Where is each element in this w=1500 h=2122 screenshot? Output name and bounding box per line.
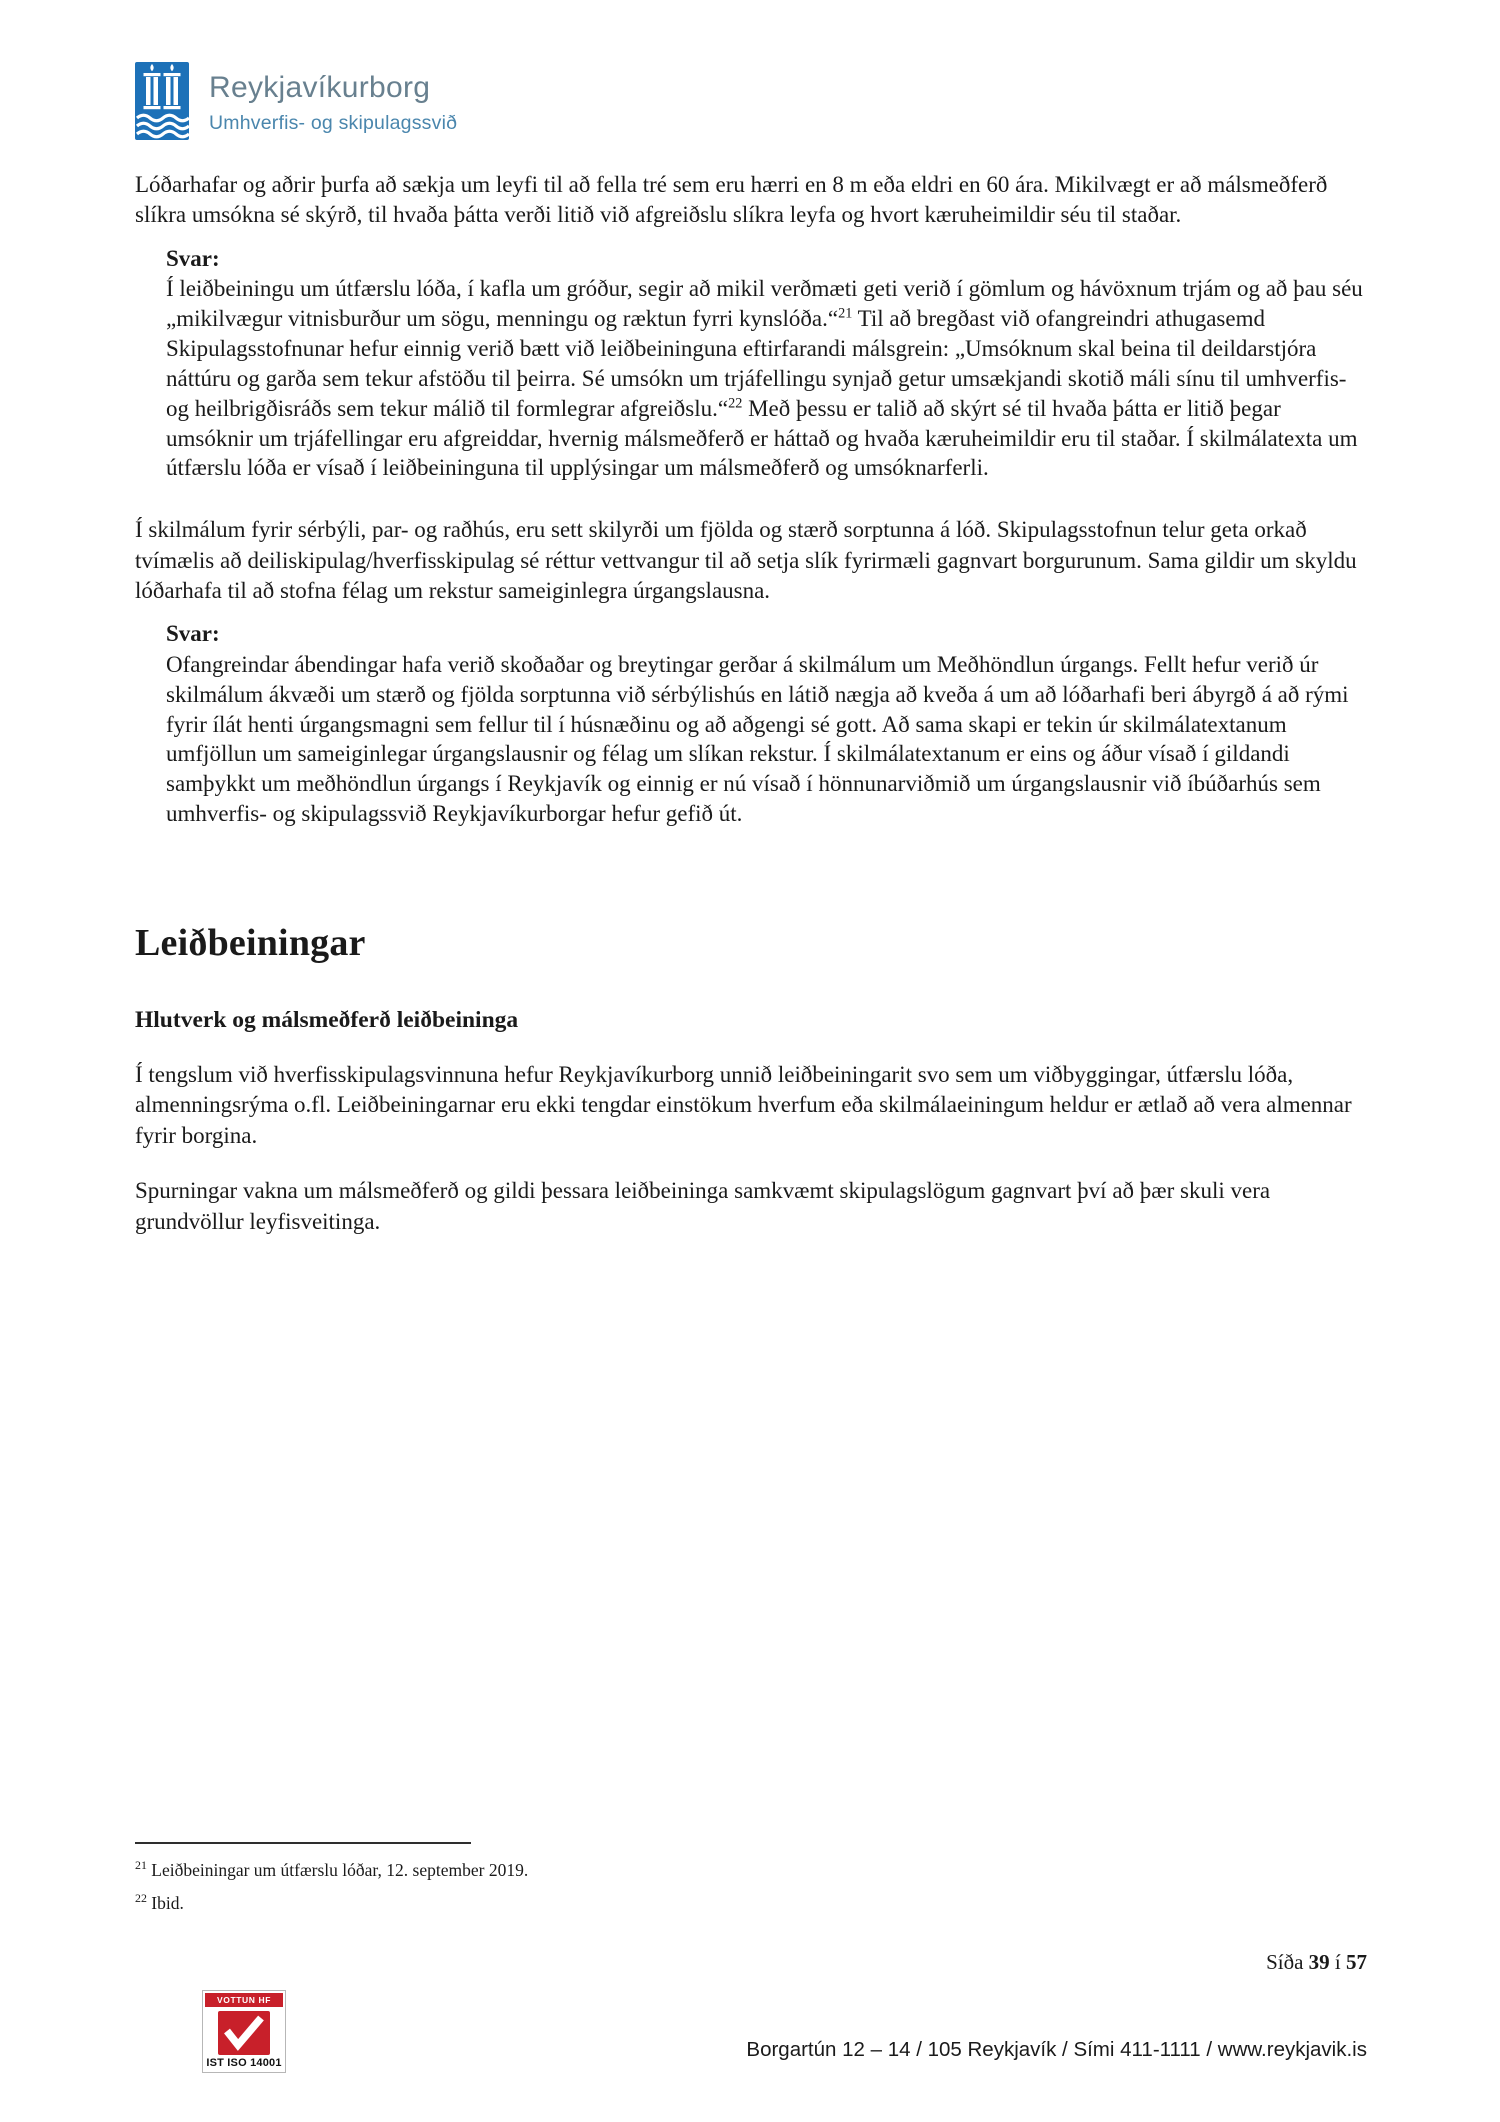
answer-label: Svar: [166,621,220,647]
answer-text [166,274,1367,483]
iso-certification-logo [202,1990,286,2073]
footnote-item [135,1893,1367,1915]
reykjavik-coat-of-arms-logo [135,62,189,140]
footnote-number: 22 [135,1891,147,1906]
page-number-current: 39 [1308,1950,1330,1974]
answer-block-1 [166,244,1367,484]
footnote-item [135,1860,1367,1882]
body-paragraph-guidelines: Í tengslum við hverfisskipulagsvinnuna hefur Reykjavíkurborg unnið leiðbeiningarit svo sem um viðbyggingar, útfærslu lóða, almenningsrýma o.fl. Leiðbeiningarnar eru ekki tengdar einstökum hverfum eða skilmálaeiningum heldur er ætlað að vera almennar fyrir borgina. [135,1062,1352,1148]
page-number-total: 57 [1346,1950,1367,1974]
cert-iso-label: IST ISO 14001 [206,2057,282,2069]
subsection-heading: Hlutverk og málsmeðferð leiðbeininga [135,1007,519,1034]
answer-text: Ofangreindar ábendingar hafa verið skoðaðar og breytingar gerðar á skilmálum um Meðhöndlun úrgangs. Fellt hefur verið úr skilmálum ákvæði um stærð og fjölda sorptunna við sérbýlishús en látið nægja að kveða á um að lóðarhafi beri ábyrgð á að rými fyrir ílát henti úrgangsmagni sem fellur til í húsnæðinu og að aðgengi sé gott. Að sama skapi er tekin úr skilmálatextanum umfjöllun um sameiginlegar úrgangslausnir og félag um slíkan rekstur. Í skilmálatextanum er eins og áður vísað í gildandi samþykkt um meðhöndlun úrgangs í Reykjavík og einnig er nú vísað í hönnunarviðmið um úrgangslausnir við íbúðarhús sem umhverfis- og skipulagssvið Reykjavíkurborgar hefur gefið út. [166,651,1349,827]
page-number [1266,1950,1367,1975]
answer-block-2 [166,619,1367,829]
footer-address: Borgartún 12 – 14 / 105 Reykjavík / Sími 411-1111 / www.reykjavik.is [746,2038,1367,2061]
section-heading: Leiðbeiningar [135,922,366,965]
footnote-ref-21: 21 [838,305,853,322]
footnotes-section [135,1842,1367,1926]
footnote-number: 21 [135,1858,147,1873]
page-number-connector: í [1334,1950,1341,1974]
footnote-text: Ibid. [151,1892,184,1913]
page-number-prefix: Síða [1266,1950,1304,1974]
footnote-separator [135,1842,471,1844]
body-paragraph-tree-permits: Lóðarhafar og aðrir þurfa að sækja um leyfi til að fella tré sem eru hærri en 8 m eða eldri en 60 ára. Mikilvægt er að málsmeðferð slíkra umsókna sé skýrð, til hvaða þátta verði litið við afgreiðslu slíkra leyfa og hvort kæruheimildir séu til staðar. [135,172,1328,228]
logo-text-block [209,62,457,135]
cert-vottun-label: VOTTUN HF [205,1993,283,2007]
organization-name: Reykjavíkurborg [209,71,431,104]
answer-text-segment: Í leiðbeiningu um útfærslu lóða, í kafla um gróður, segir að mikil verðmæti geti verið í gömlum og hávöxnum trjám og að þau séu „mikilvægur vitnisburður um sögu, menningu og ræktun fyrri kynslóða.“ [166,276,1363,331]
answer-text-segment: Til að bregðast við ofangreindri athugasemd Skipulagsstofnunar hefur einnig verið bætt við leiðbeininguna eftirfarandi málsgrein: „Umsóknum skal beina til deildarstjóra náttúru og garða sem tekur afstöðu til þeirra. Sé umsókn um trjáfellingu synjað getur umsækjandi skotið máli sínu til umhverfis- og heilbrigðisráðs sem tekur málið til formlegrar afgreiðslu.“ [166,305,1347,421]
answer-label: Svar: [166,245,220,271]
footnote-text: Leiðbeiningar um útfærslu lóðar, 12. september 2019. [151,1860,529,1880]
answer-text-segment: Með þessu er talið að skýrt sé til hvaða þátta er litið þegar umsóknir um trjáfellingar eru afgreiddar, hvernig málsmeðferð er háttað og hvaða kæruheimildir eru til staðar. Í skilmálatexta um útfærslu lóða er vísað í leiðbeininguna til upplýsingar um málsmeðferð og umsóknarferli. [166,395,1358,481]
organization-department: Umhverfis- og skipulagssvið [209,112,458,134]
checkmark-icon [218,2011,270,2055]
body-paragraph-questions: Spurningar vakna um málsmeðferð og gildi þessara leiðbeininga samkvæmt skipulagslögum gagnvart því að þær skuli vera grundvöllur leyfisveitinga. [135,1178,1271,1234]
body-paragraph-waste-bins: Í skilmálum fyrir sérbýli, par- og raðhús, eru sett skilyrði um fjölda og stærð sorptunna á lóð. Skipulagsstofnun telur geta orkað tvímælis að deiliskipulag/hverfisskipulag sé réttur vettvangur til að setja slík fyrirmæli gagnvart borgurunum. Sama gildir um skyldu lóðarhafa til að stofna félag um rekstur sameiginlegra úrgangslausna. [135,517,1357,604]
footnote-ref-22: 22 [728,394,743,411]
document-header [135,62,1367,140]
